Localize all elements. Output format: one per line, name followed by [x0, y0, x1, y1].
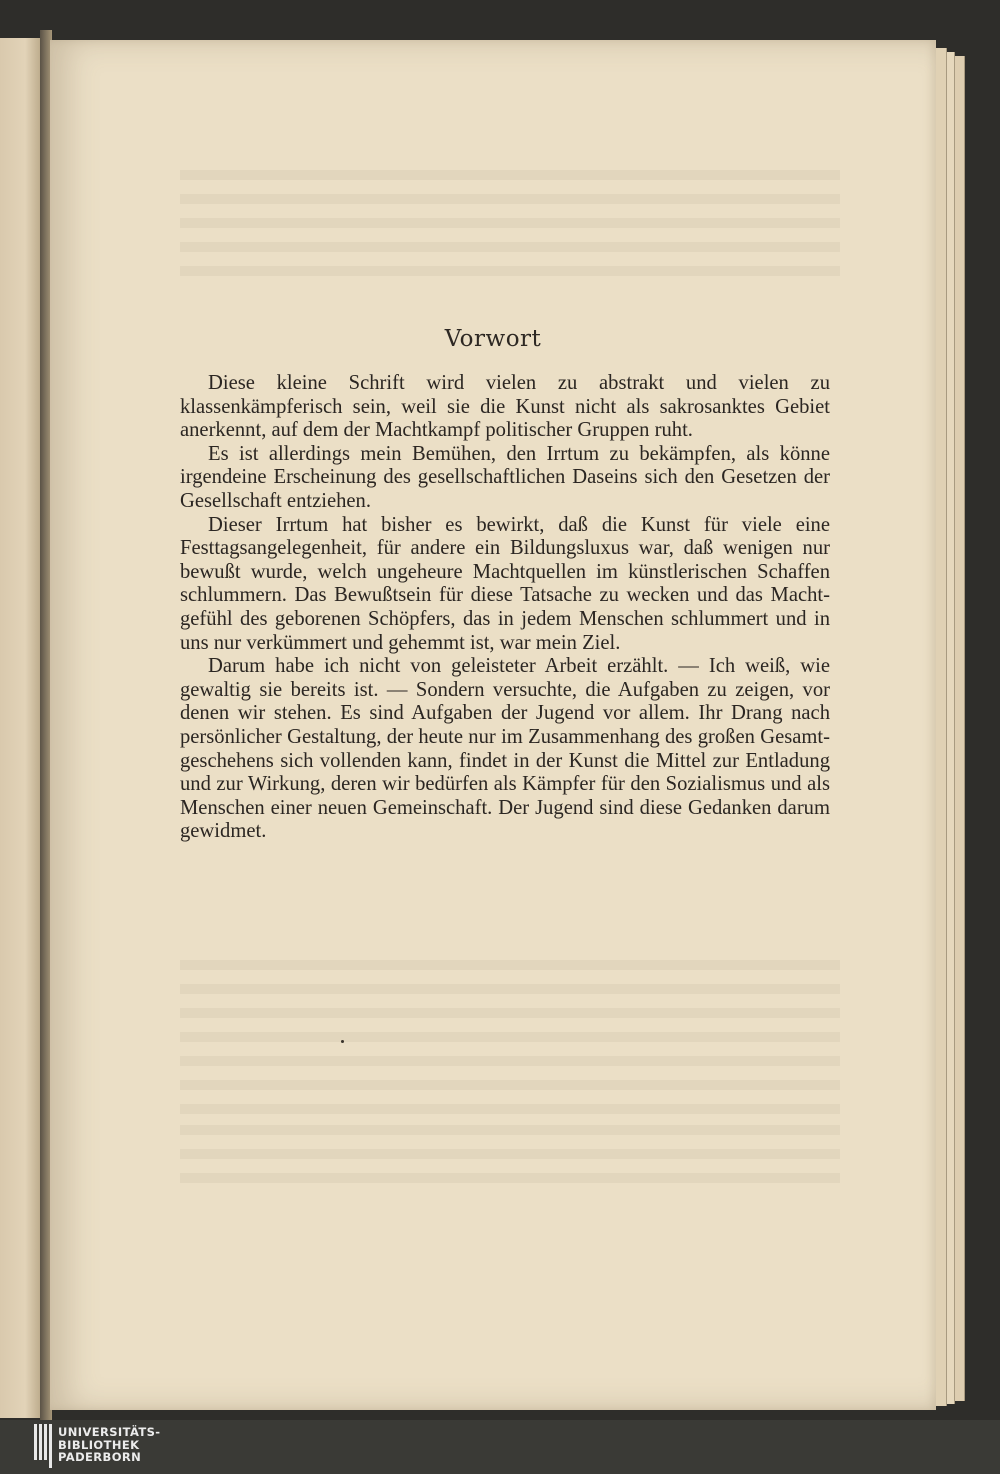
paragraph: Darum habe ich nicht von geleisteter Arbeit erzählt. — Ich weiß, wie gewaltig sie bereits ist. — Sondern versuchte, die Aufgaben zu zeigen, vor denen wir stehen. Es sind Aufgaben der Jugend vor allem. Ihr Drang nach persönlicher Gestaltung, der heute nur im Zusammenhang des großen Gesamtgeschehens sich vollenden kann, findet in der Kunst die Mittel zur Entladung und zur Wirkung, deren wir bedürfen als Kämpfer für den Sozialismus und als Menschen einer neuen Gemeinschaft. Der Jugend sind diese Gedanken darum gewidmet.: [180, 655, 830, 843]
book-page: [50, 40, 936, 1410]
library-logo-icon: [34, 1424, 52, 1468]
show-through-footnote: [180, 1125, 840, 1195]
ink-speck: [341, 1040, 344, 1043]
library-name-line: PADERBORN: [58, 1450, 142, 1464]
body-text: [180, 372, 830, 844]
show-through-text: [180, 960, 840, 1120]
left-page-edge: [0, 38, 42, 1418]
library-footer: [0, 1420, 1000, 1474]
library-name-line: BIBLIOTHEK: [58, 1437, 140, 1452]
show-through-text: [180, 170, 840, 290]
paragraph: Es ist allerdings mein Bemühen, den Irrtum zu bekämpfen, als könne irgendeine Erscheinung des gesellschaftlichen Daseins sich den Gesetzen der Gesellschaft entziehen.: [180, 442, 830, 512]
paragraph: Diese kleine Schrift wird vielen zu abstrakt und vielen zu klassenkämpferisch sein, weil sie die Kunst nicht als sakrosanktes Gebiet anerkennt, auf dem der Machtkampf politischer Gruppen ruht.: [180, 372, 830, 442]
paragraph: Dieser Irrtum hat bisher es bewirkt, daß die Kunst für viele eine Festtagsangelegenheit, für andere ein Bildungsluxus war, daß wenigen nur bewußt wurde, welch ungeheure Machtquellen im künstlerischen Schaffen schlummern. Das Bewußtsein für diese Tatsache zu wecken und das Machtgefühl des geborenen Schöpfers, das in jedem Menschen schlummert und in uns nur verkümmert und gehemmt ist, war mein Ziel.: [180, 513, 830, 654]
page-title: Vorwort: [444, 326, 542, 352]
library-name: [58, 1426, 160, 1464]
library-name-line: UNIVERSITÄTS-: [58, 1425, 161, 1439]
